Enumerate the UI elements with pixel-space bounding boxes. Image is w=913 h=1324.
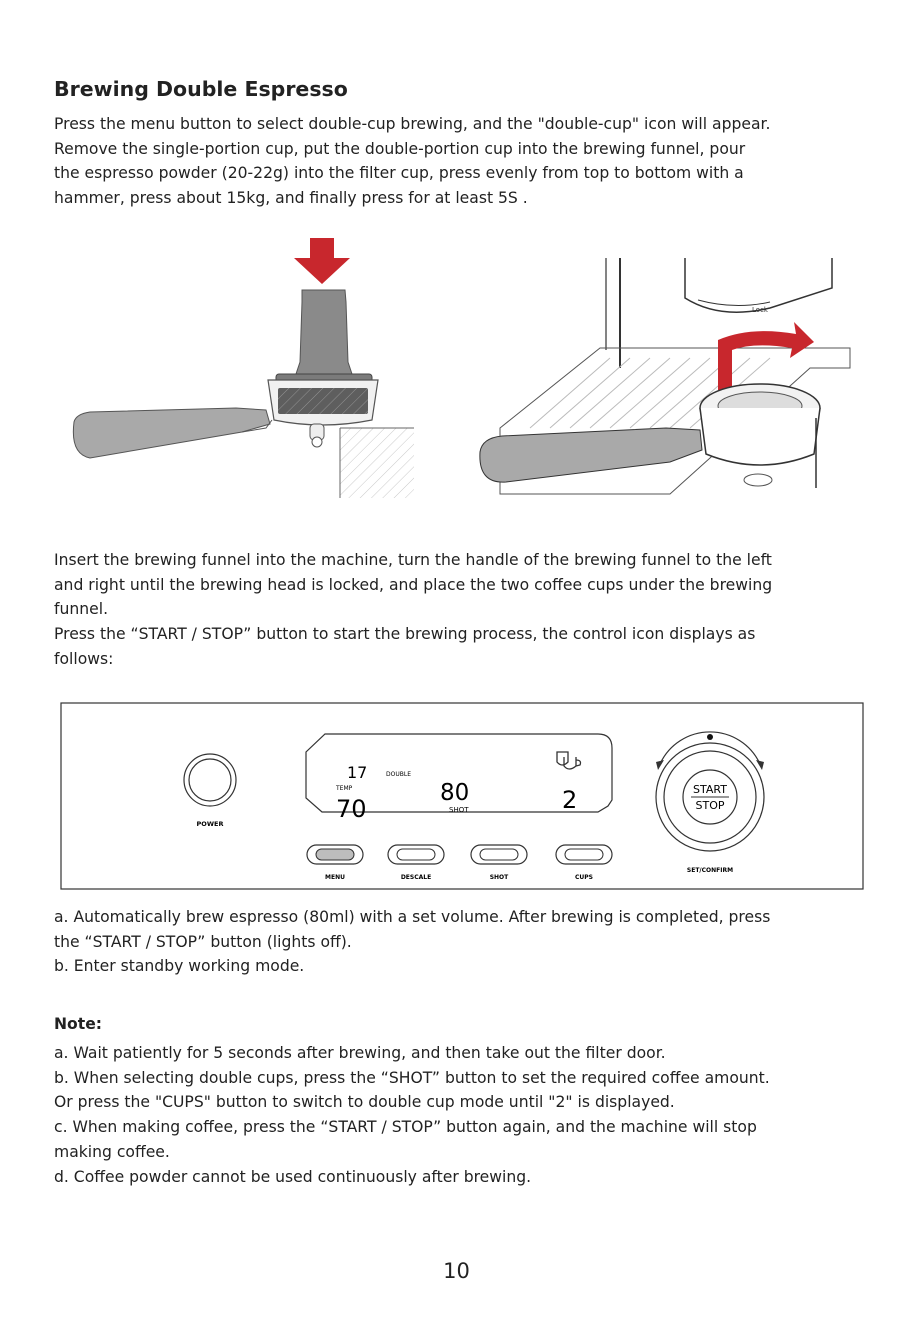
cups-button[interactable] xyxy=(556,845,612,864)
descale-label: DESCALE xyxy=(400,874,432,881)
tamping-illustration xyxy=(60,232,420,500)
lcd-display xyxy=(306,734,612,823)
note-line: making coffee. xyxy=(54,1142,170,1161)
result-line: b. Enter standby working mode. xyxy=(54,957,305,976)
menu-button[interactable] xyxy=(307,845,363,864)
start-label: START xyxy=(693,783,727,796)
temp-digits: 70 xyxy=(336,795,367,823)
double-label: DOUBLE xyxy=(386,771,411,778)
result-line: the “START / STOP” button (lights off). xyxy=(54,932,352,951)
power-button[interactable] xyxy=(184,754,236,806)
volume-digits: 80 xyxy=(440,780,470,806)
note-line: d. Coffee powder cannot be used continuously after brewing. xyxy=(54,1167,532,1186)
intro-line: Remove the single-portion cup, put the double-portion cup into the brewing funnel, pour xyxy=(54,139,746,158)
temp-label: TEMP xyxy=(336,785,353,792)
page-title: Brewing Double Espresso xyxy=(54,77,348,101)
note-line: a. Wait patiently for 5 seconds after brewing, and then take out the filter door. xyxy=(54,1044,666,1062)
lock-label: Lock xyxy=(752,306,768,314)
descale-button[interactable] xyxy=(388,845,444,864)
note-line: Or press the "CUPS" button to switch to double cup mode until "2" is displayed. xyxy=(54,1093,675,1112)
cups-label: CUPS xyxy=(575,874,593,881)
insert-paragraph xyxy=(54,548,866,672)
note-paragraph xyxy=(54,1041,866,1189)
down-arrow-icon xyxy=(294,238,350,284)
stop-label: STOP xyxy=(695,799,725,812)
top-left-digits: 17 xyxy=(347,763,368,782)
page-number: 10 xyxy=(443,1259,470,1283)
insert-line: Press the “START / STOP” button to start the brewing process, the control icon displays as xyxy=(54,625,756,644)
cups-digits: 2 xyxy=(562,786,578,814)
note-line: b. When selecting double cups, press the “SHOT” button to set the required coffee amount. xyxy=(54,1068,770,1087)
shot-button-label: SHOT xyxy=(489,874,509,881)
intro-line: hammer, press about 15kg, and finally press for at least 5S . xyxy=(54,189,528,208)
menu-label: MENU xyxy=(325,874,345,881)
insert-line: funnel. xyxy=(54,600,109,619)
shot-button[interactable] xyxy=(471,845,527,864)
result-paragraph xyxy=(54,905,866,979)
power-label: POWER xyxy=(196,820,224,828)
insert-line: Insert the brewing funnel into the machine, turn the handle of the brewing funnel to the left xyxy=(54,551,772,569)
dial-indicator-dot xyxy=(707,734,713,740)
result-line: a. Automatically brew espresso (80ml) with a set volume. After brewing is completed, press xyxy=(54,908,771,926)
intro-paragraph xyxy=(54,112,866,211)
intro-line: Press the menu button to select double-cup brewing, and the "double-cup" icon will appear. xyxy=(54,115,771,133)
insert-line: and right until the brewing head is locked, and place the two coffee cups under the brewing xyxy=(54,575,773,594)
shot-label: SHOT xyxy=(449,806,469,814)
set-confirm-label: SET/CONFIRM xyxy=(686,867,734,874)
note-line: c. When making coffee, press the “START / STOP” button again, and the machine will stop xyxy=(54,1118,757,1137)
note-title: Note: xyxy=(54,1015,103,1033)
insert-line: follows: xyxy=(54,649,114,668)
insert-funnel-illustration xyxy=(470,258,860,498)
intro-line: the espresso powder (20-22g) into the filter cup, press evenly from top to bottom with a xyxy=(54,164,744,183)
control-panel xyxy=(60,702,865,892)
